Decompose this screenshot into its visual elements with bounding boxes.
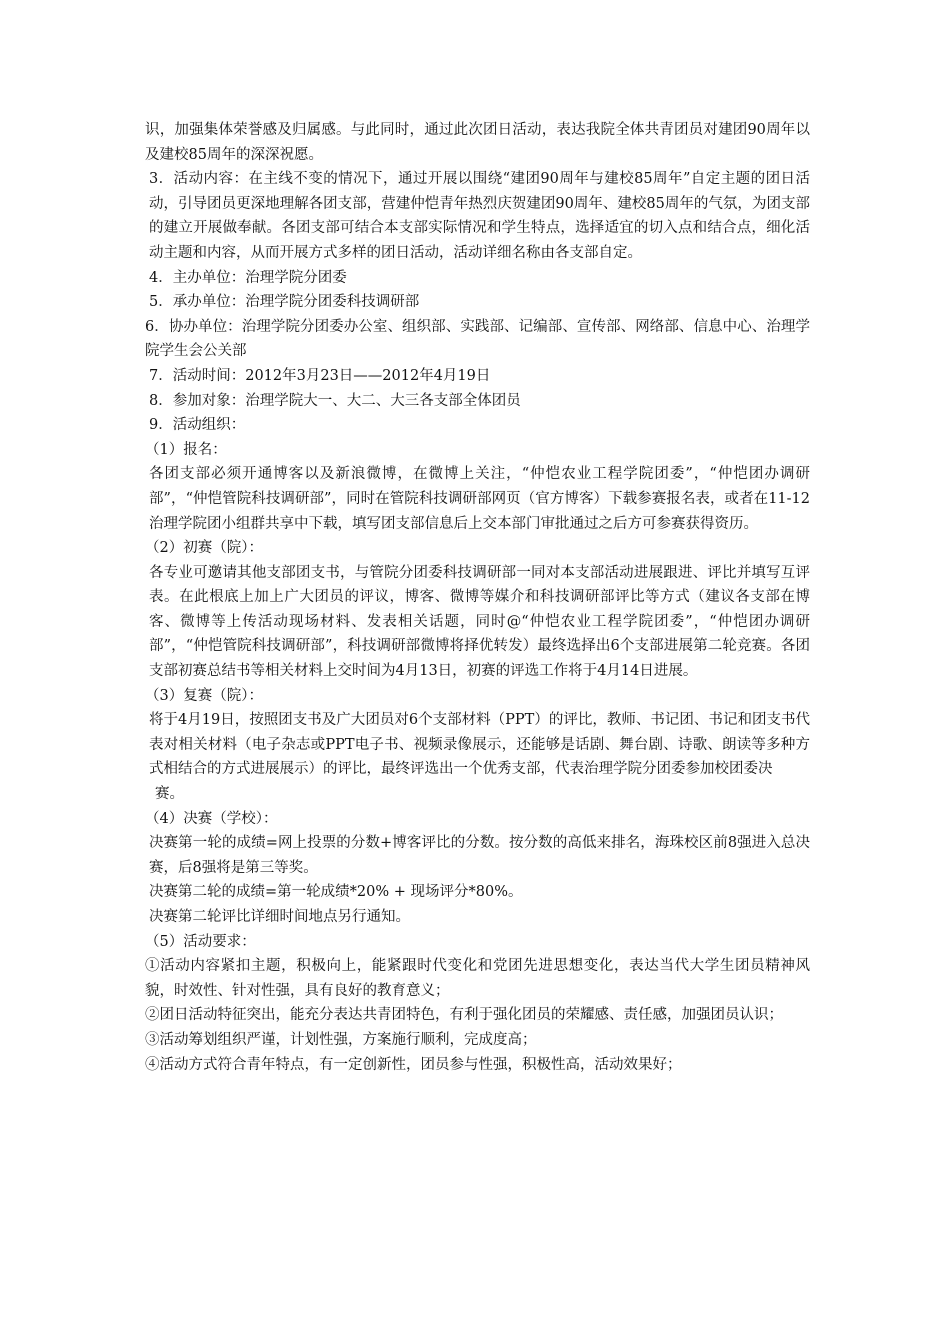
paragraph-requirements-heading: （5）活动要求：: [145, 933, 256, 950]
paragraph-host-unit: 4．主办单位：治理学院分团委: [149, 269, 347, 286]
paragraph-final-round-two-notice: 决赛第二轮评比详细时间地点另行通知。: [149, 909, 410, 925]
paragraph-participants: 8．参加对象：治理学院大一、大二、大三各支部全体团员: [149, 392, 521, 409]
paragraph-preliminary-heading: （2）初赛（院）：: [145, 540, 263, 557]
paragraph-requirement-2: ②团日活动特征突出，能充分表达共青团特色，有利于强化团员的荣耀感、责任感，加强团员认识；: [145, 1007, 783, 1024]
paragraph-preliminary-body: 各专业可邀请其他支部团支书，与管院分团委科技调研部一同对本支部活动进展跟进、评比并填写互评表。在此根底上加上广大团员的评议，博客、微博等媒介和科技调研部评比等方式（建议各支部在博客、微博等上传活动现场材料、发表相关话题，同时@“仲恺农业工程学院团委”，“仲恺团办调研部”，“仲恺管院科技调研部”，科技调研部微博将择优转发）最终选择出6个支部进展第二轮竞赛。各团支部初赛总结书等相关材料上交时间为4月13日，初赛的评选工作将于4月14日进展。: [149, 564, 810, 680]
paragraph-activity-content: 3．活动内容：在主线不变的情况下，通过开展以围绕“建团90周年与建校85周年”自定主题的团日活动，引导团员更深地理解各团支部，营建仲恺青年热烈庆贺建团90周年、建校85周年的气氛，为团支部的建立开展做奉献。各团支部可结合本支部实际情况和学生特点，选择适宜的切入点和结合点，细化活动主题和内容，从而开展方式多样的团日活动，活动详细名称由各支部自定。: [149, 171, 810, 261]
paragraph-organization-heading: 9．活动组织：: [149, 417, 246, 434]
paragraph-activity-time: 7．活动时间：2012年3月23日——2012年4月19日: [149, 367, 491, 384]
paragraph-semifinal-heading: （3）复赛（院）：: [145, 687, 263, 704]
paragraph-final-round-one: 决赛第一轮的成绩=网上投票的分数+博客评比的分数。按分数的高低来排名，海珠校区前8强进入总决赛，后8强将是第三等奖。: [149, 835, 810, 876]
paragraph-co-organizer: 6．协办单位：治理学院分团委办公室、组织部、实践部、记编部、宣传部、网络部、信息中心、治理学院学生会公关部: [145, 318, 810, 360]
paragraph-requirement-1: ①活动内容紧扣主题，积极向上，能紧跟时代变化和党团先进思想变化，表达当代大学生团员精神风貌，时效性、针对性强，具有良好的教育意义；: [145, 958, 810, 999]
document-body: [145, 118, 810, 1077]
paragraph-organizer-unit: 5．承办单位：治理学院分团委科技调研部: [149, 294, 420, 311]
paragraph-intro-continued: 识，加强集体荣誉感及归属感。与此同时，通过此次团日活动，表达我院全体共青团员对建团90周年以及建校85周年的深深祝愿。: [145, 122, 810, 163]
paragraph-final-round-two-score: 决赛第二轮的成绩=第一轮成绩*20% + 现场评分*80%。: [149, 884, 523, 901]
paragraph-requirement-4: ④活动方式符合青年特点，有一定创新性，团员参与性强，积极性高，活动效果好；: [145, 1056, 682, 1073]
paragraph-semifinal-body: 将于4月19日，按照团支书及广大团员对6个支部材料（PPT）的评比，教师、书记团、书记和团支书代表对相关材料（电子杂志或PPT电子书、视频录像展示，还能够是话剧、舞台剧、诗歌、朗读等多种方式相结合的方式进展展示）的评比，最终评选出一个优秀支部，代表治理学院分团委参加校团委决: [149, 712, 810, 778]
paragraph-registration-heading: （1）报名：: [145, 441, 227, 458]
paragraph-requirement-3: ③活动筹划组织严谨，计划性强，方案施行顺利，完成度高；: [145, 1031, 537, 1048]
paragraph-registration-body: 各团支部必须开通博客以及新浪微博，在微博上关注，“仲恺农业工程学院团委”，“仲恺团办调研部”，“仲恺管院科技调研部”，同时在管院科技调研部网页（官方博客）下载参赛报名表，或者在11-12治理学院团小组群共享中下载，填写团支部信息后上交本部门审批通过之后方可参赛获得资历。: [149, 466, 810, 532]
paragraph-semifinal-tail: 赛。: [155, 786, 184, 803]
paragraph-final-heading: （4）决赛（学校）：: [145, 810, 278, 827]
